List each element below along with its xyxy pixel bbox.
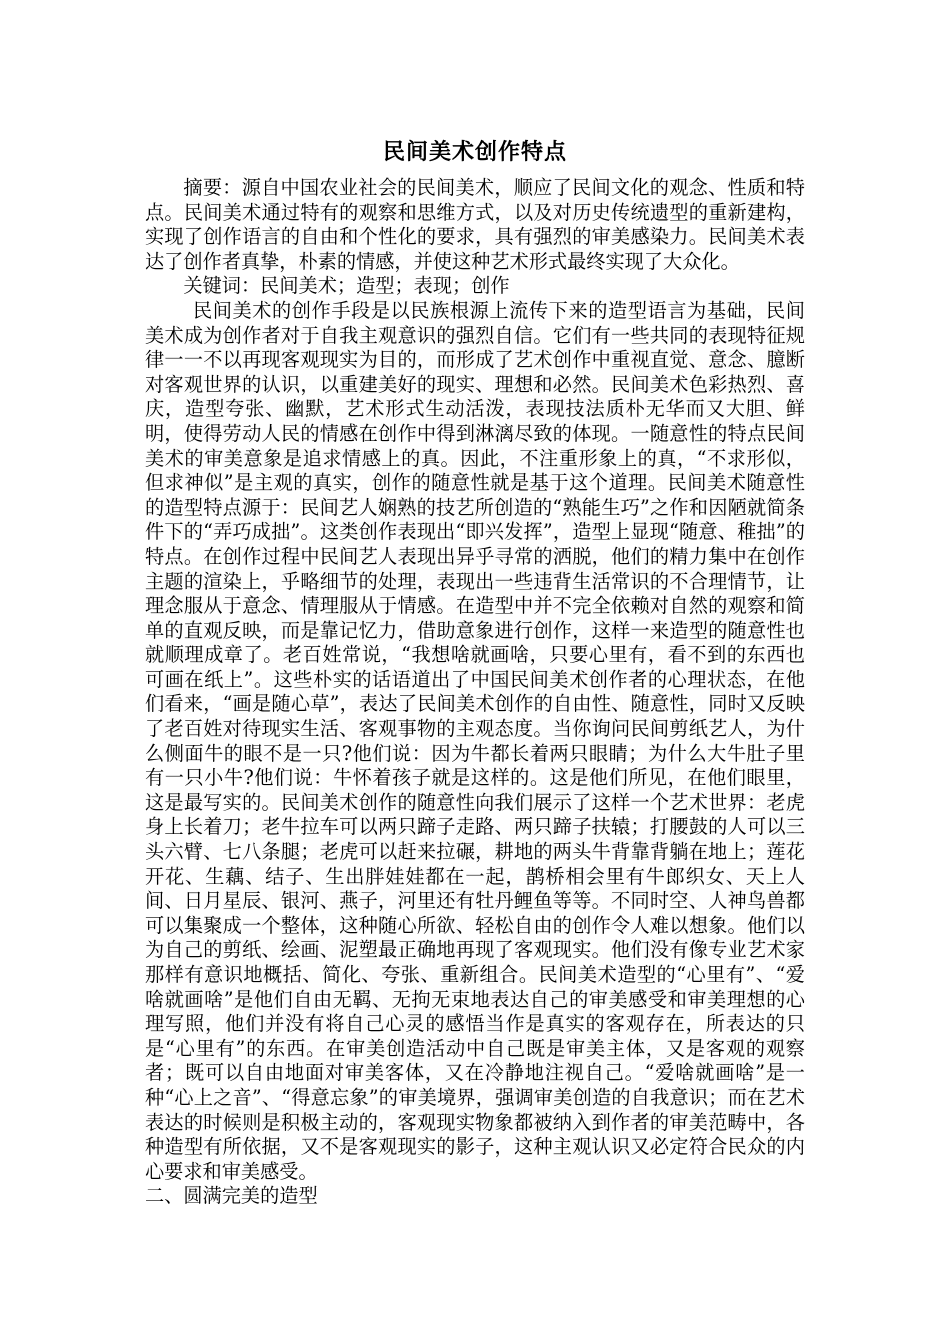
document-title: 民间美术创作特点 <box>382 139 567 165</box>
body-paragraph: 民间美术的创作手段是以民族根源上流传下来的造型语言为基础，民间美术成为创作者对于自我主观意识的强烈自信。它们有一些共同的表现特征规律一一不以再现客观现实为目的，而形成了艺术创作中重视直觉、意念、臆断对客观世界的认识，以重建美好的现实、理想和必然。民间美术色彩热烈、喜庆，造型夸张、幽默，艺术形式生动活泼，表现技法质朴无华而又大胆、鲜明，使得劳动人民的情感在创作中得到淋漓尽致的体现。一随意性的特点民间美术的审美意象是追求情感上的真。因此，不注重形象上的真，“不求形似，但求神似”是主观的真实，创作的随意性就是基于这个道理。民间美术随意性的造型特点源于：民间艺人娴熟的技艺所创造的“熟能生巧”之作和因陋就简条件下的“弄巧成拙”。这类创作表现出“即兴发挥”，造型上显现“随意、稚拙”的特点。在创作过程中民间艺人表现出异乎寻常的洒脱，他们的精力集中在创作主题的渲染上，乎略细节的处理，表现出一些违背生活常识的不合理情节，让理念服从于意念、情理服从于情感。在造型中并不完全依赖对自然的观察和简单的直观反映，而是靠记忆力，借助意象进行创作，这样一来造型的随意性也就顺理成章了。老百姓常说，“我想啥就画啥，只要心里有，看不到的东西也可画在纸上”。这些朴实的话语道出了中国民间美术创作者的心理状态，在他们看来，“画是随心草”，表达了民间美术创作的自由性、随意性，同时又反映了老百姓对待现实生活、客观事物的主观态度。当你询问民间剪纸艺人，为什么侧面牛的眼不是一只?他们说：因为牛都长着两只眼睛；为什么大牛肚子里有一只小牛?他们说：牛怀着孩子就是这样的。这是他们所见，在他们眼里，这是最写实的。民间美术创作的随意性向我们展示了这样一个艺术世界：老虎身上长着刀；老牛拉车可以两只蹄子走路、两只蹄子扶辕；打腰鼓的人可以三头六臂、七八条腿；老虎可以赶来拉碾，耕地的两头牛背靠背躺在地上；莲花开花、生藕、结子、生出胖娃娃都在一起，鹊桥相会里有牛郎织女、天上人间、日月星辰、银河、燕子，河里还有牡丹鲤鱼等等。不同时空、人神鸟兽都可以集聚成一个整体，这种随心所欲、轻松自由的创作令人难以想象。他们以为自己的剪纸、绘画、泥塑最正确地再现了客观现实。他们没有像专业艺术家那样有意识地概括、简化、夸张、重新组合。民间美术造型的“心里有”、“爱啥就画啥”是他们自由无羁、无拘无束地表达自己的审美感受和审美理想的心理写照，他们并没有将自己心灵的感悟当作是真实的客观存在，所表达的只是“心里有”的东西。在审美创造活动中自己既是审美主体，又是客观的观察者；既可以自由地面对审美客体，又在冷静地注视自己。“爱啥就画啥”是一种“心上之音”、“得意忘象”的审美境界，强调审美创造的自我意识；而在艺术表达的时候则是积极主动的，客观现实物象都被纳入到作者的审美范畴中，各种造型有所依据，又不是客观现实的影子，这种主观认识又必定符合民众的内心要求和审美感受。 <box>145 298 805 1183</box>
abstract-paragraph: 摘要：源自中国农业社会的民间美术，顺应了民间文化的观念、性质和特点。民间美术通过特有的观察和思维方式，以及对历史传统遗型的重新建构，实现了创作语言的自由和个性化的要求，具有强烈的审美感染力。民间美术表达了创作者真挚，朴素的情感，并使这种艺术形式最终实现了大众化。 <box>145 176 805 273</box>
section-heading: 二、圆满完美的造型 <box>145 1184 318 1208</box>
keywords-line: 关键词：民间美术；造型；表现；创作 <box>183 274 510 298</box>
document-page <box>145 136 805 1209</box>
